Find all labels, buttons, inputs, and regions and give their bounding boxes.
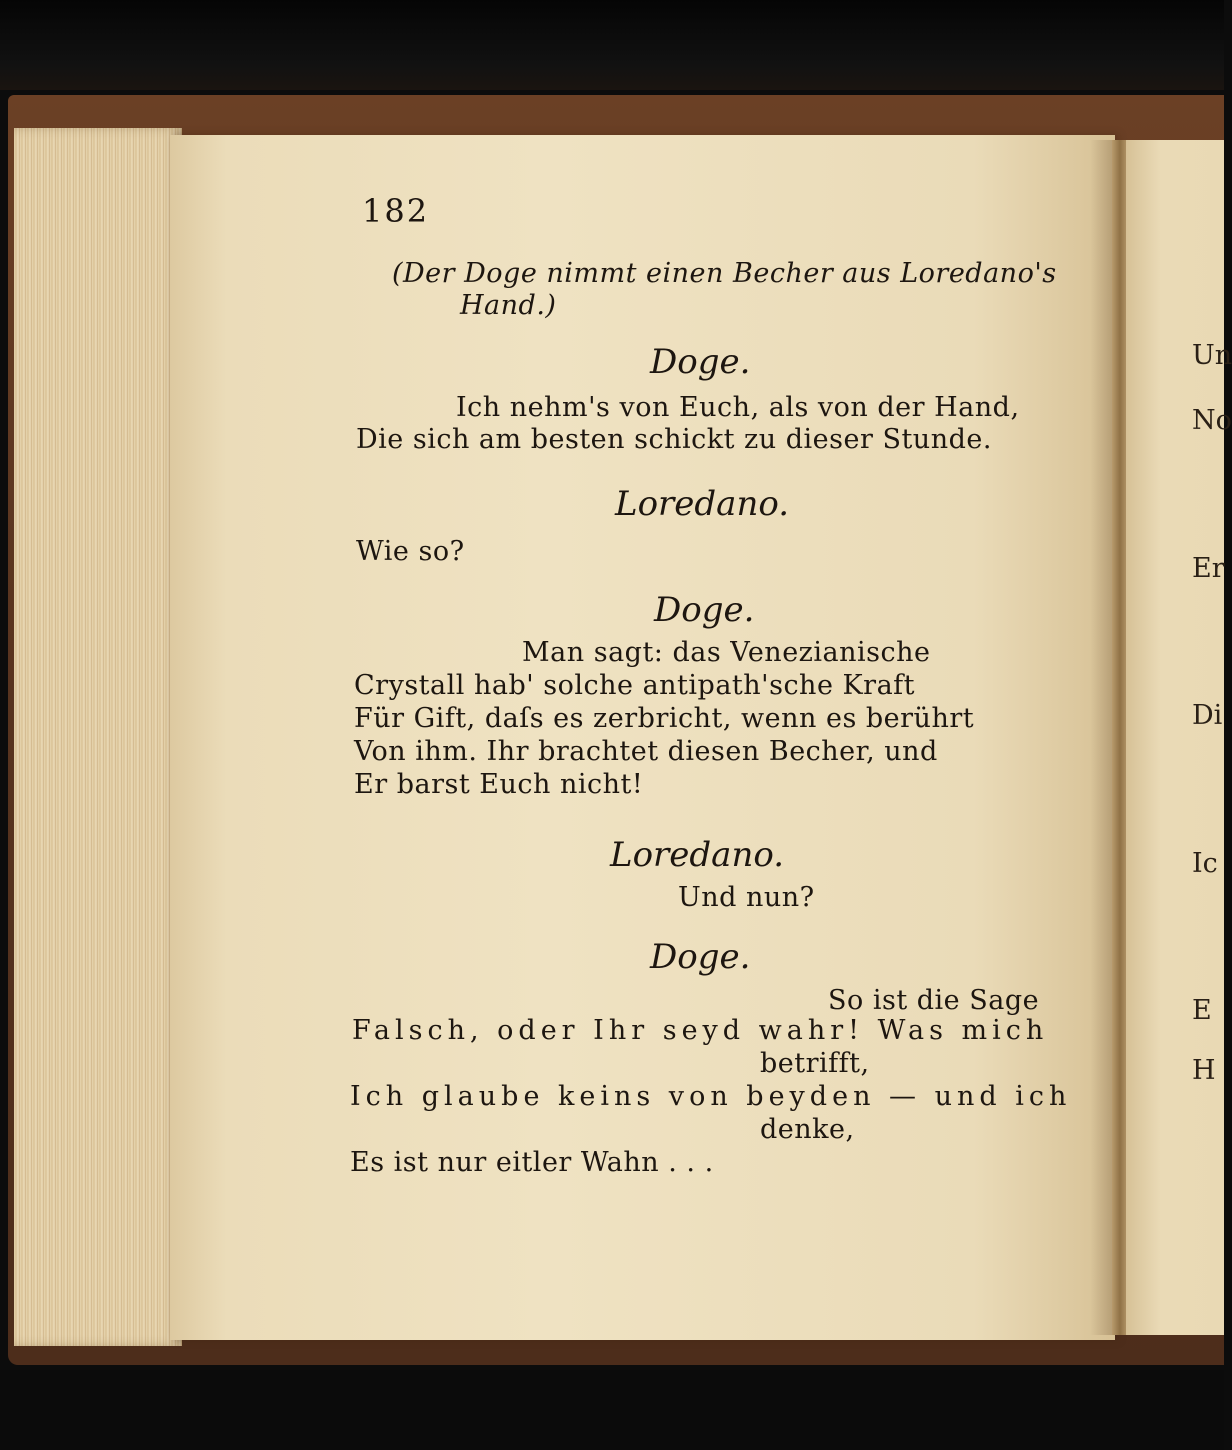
speaker-name: Doge. (650, 937, 751, 977)
facing-page-fragment: E (1192, 995, 1212, 1026)
page-number: 182 (362, 192, 430, 230)
speaker-name: Loredano. (610, 835, 785, 875)
facing-page-fragment: Ic (1192, 848, 1218, 879)
verse-line: Die sich am besten schickt zu dieser Stunde. (356, 424, 992, 455)
dark-backdrop-bottom (0, 1370, 1224, 1450)
facing-page-fragment: No (1192, 405, 1232, 436)
stage-direction-line: Hand.) (460, 290, 557, 321)
verse-line: Crystall hab' solche antipath'sche Kraft (354, 670, 916, 701)
verse-line: Ich glaube keins von beyden — und ich (350, 1081, 1072, 1112)
stage-direction-line: (Der Doge nimmt einen Becher aus Loredano's (392, 258, 1057, 289)
verse-line: Man sagt: das Venezianische (522, 637, 931, 668)
speaker-name: Loredano. (615, 484, 790, 524)
verse-line: Es ist nur eitler Wahn . . . (350, 1147, 714, 1178)
dark-backdrop (0, 0, 1224, 90)
facing-page-fragment: Er (1192, 553, 1225, 584)
facing-page-fragment: Di (1192, 700, 1223, 731)
verse-line: betrifft, (760, 1048, 870, 1079)
verse-line: Von ihm. Ihr brachtet diesen Becher, und (354, 736, 938, 767)
speaker-name: Doge. (650, 342, 751, 382)
verse-line: Wie so? (356, 536, 465, 567)
verse-line: denke, (760, 1114, 855, 1145)
page-block-edges (14, 128, 182, 1346)
speaker-name: Doge. (654, 590, 755, 630)
right-page (1126, 140, 1224, 1335)
verse-line: Und nun? (678, 882, 815, 913)
facing-page-fragment: Un (1192, 340, 1232, 371)
verse-line: Falsch, oder Ihr seyd wahr! Was mich (352, 1015, 1049, 1046)
verse-line: Er barst Euch nicht! (354, 769, 644, 800)
facing-page-fragment: H (1192, 1055, 1216, 1086)
verse-line: Für Gift, daſs es zerbricht, wenn es berührt (354, 703, 975, 734)
verse-line: So ist die Sage (828, 985, 1040, 1016)
verse-line: Ich nehm's von Euch, als von der Hand, (456, 392, 1020, 423)
